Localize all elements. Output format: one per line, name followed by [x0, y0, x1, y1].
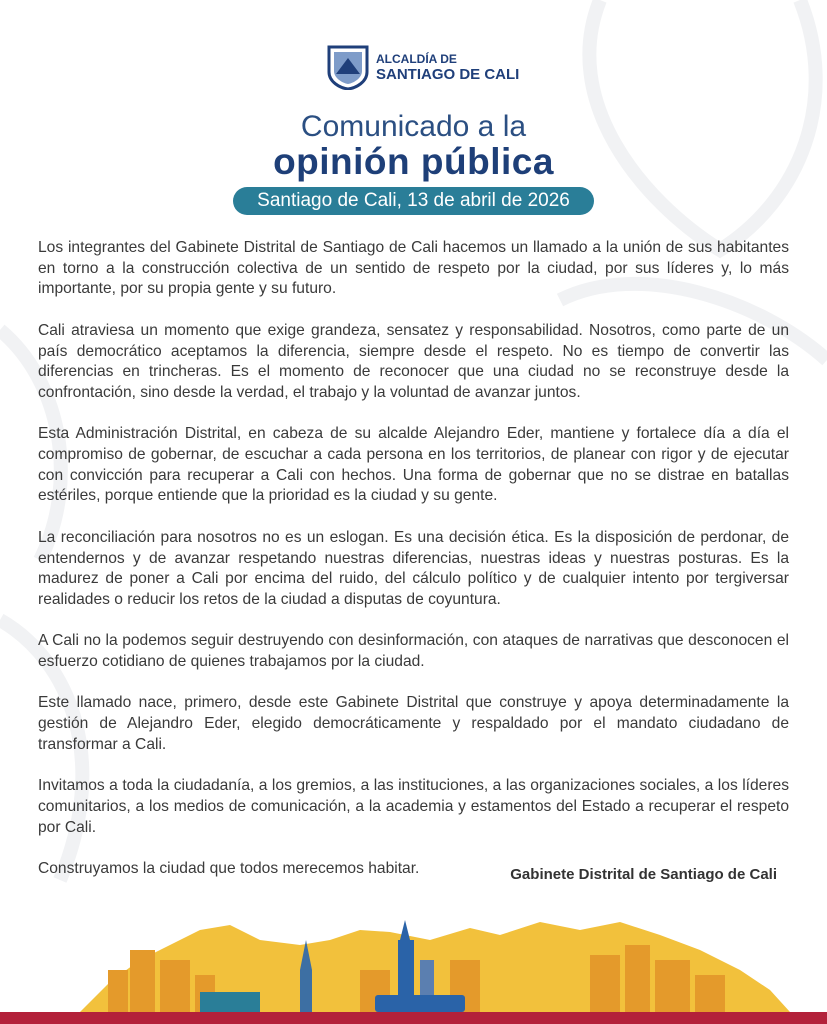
logo-line1: ALCALDÍA DE: [376, 52, 457, 66]
cali-skyline-illustration: [0, 900, 827, 1024]
paragraph: La reconciliación para nosotros no es un eslogan. Es una decisión ética. Es la disposición de perdonar, de entendernos y de avanzar respetando nuestras diferencias, nuestras ideas y nuestras posturas. Es la madurez de poner a Cali por encima del ruido, del cálculo político y de cualquier intento por tergiversar realidades o reducir los retos de la ciudad a disputas de coyuntura.: [38, 528, 789, 608]
paragraph: Esta Administración Distrital, en cabeza de su alcalde Alejandro Eder, mantiene y fortalece día a día el compromiso de gobernar, de escuchar a cada persona en los territorios, de planear con rigor y de ejecutar con convicción para recuperar a Cali con hechos. Una forma de gobernar que no se distrae en batallas estériles, porque entiende que la prioridad es la ciudad y su gente.: [38, 425, 789, 505]
place-date-badge: Santiago de Cali, 13 de abril de 2026: [233, 187, 594, 215]
signature: Gabinete Distrital de Santiago de Cali: [510, 866, 777, 883]
paragraph: Cali atraviesa un momento que exige grandeza, sensatez y responsabilidad. Nosotros, como parte de un país democrático aceptamos la diferencia, siempre desde el respeto. No es tiempo de convertir las diferencias en trincheras. Es el momento de reconocer que una ciudad no se reconstruye desde la confrontación, sino desde la verdad, el trabajo y la voluntad de avanzar juntos.: [38, 321, 789, 401]
coat-of-arms-icon: [326, 44, 370, 90]
paragraph: Construyamos la ciudad que todos merecemos habitar.: [38, 859, 420, 877]
logo-line2: SANTIAGO DE CALI: [376, 66, 520, 83]
paragraph: Invitamos a toda la ciudadanía, a los gremios, a las instituciones, a las organizaciones sociales, a los líderes comunitarios, a los medios de comunicación, a la academia y estamentos del Estado a recuperar el respeto por Cali.: [38, 777, 789, 836]
paragraph: A Cali no la podemos seguir destruyendo con desinformación, con ataques de narrativas que desconocen el esfuerzo cotidiano de quienes trabajamos por la ciudad.: [38, 632, 789, 670]
title-line2: opinión pública: [273, 141, 554, 182]
paragraph: Los integrantes del Gabinete Distrital de Santiago de Cali hacemos un llamado a la unión de sus habitantes en torno a la construcción colectiva de un sentido de respeto por la ciudad, por sus líderes y, lo más importante, por su propia gente y su futuro.: [38, 239, 789, 298]
alcaldia-logo: [326, 44, 519, 90]
title-line1: Comunicado a la: [300, 110, 527, 143]
communique-body: [38, 238, 789, 900]
paragraph: Este llamado nace, primero, desde este Gabinete Distrital que construye y apoya determinadamente la gestión de Alejandro Eder, elegido democráticamente y respaldado por el mandato ciudadano de transformar a Cali.: [38, 694, 789, 753]
